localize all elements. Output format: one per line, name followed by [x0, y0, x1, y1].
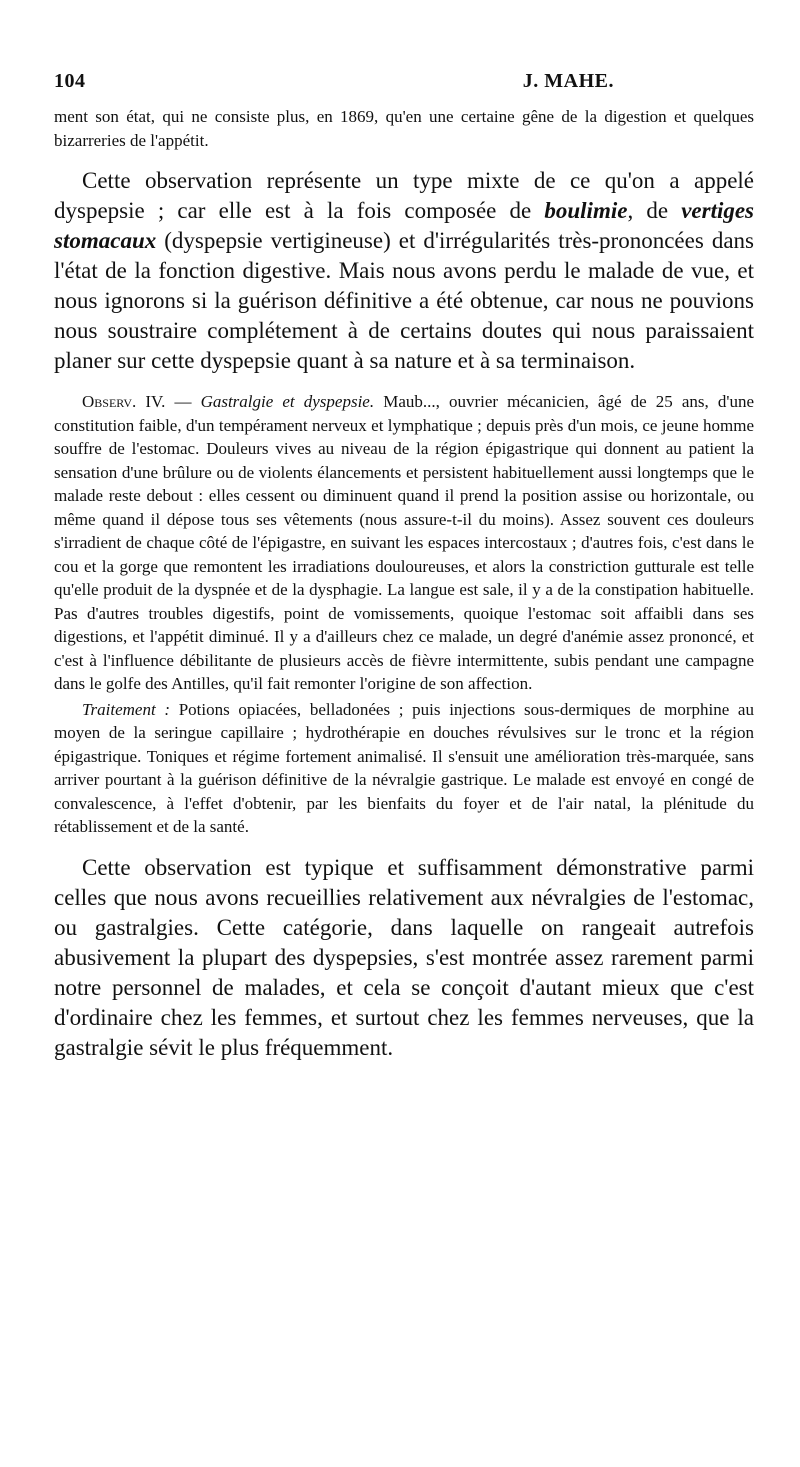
- observation-title: Gastralgie et dyspepsie.: [200, 392, 375, 411]
- treatment-label: Traitement :: [82, 699, 171, 719]
- observation-dash: —: [165, 392, 201, 411]
- treatment-paragraph: [54, 698, 754, 839]
- continuation-paragraph: [54, 105, 754, 152]
- observation-label: Observ. IV.: [82, 392, 166, 411]
- term-boulimie: boulimie: [544, 198, 628, 223]
- page-number: 104: [54, 70, 86, 92]
- intro-text-b: , de: [627, 198, 682, 223]
- page-header: [54, 70, 614, 93]
- observation-paragraph: [54, 390, 754, 696]
- closing-text: Cette observation est typique et suffisamment démonstrative parmi celles que nous avons recueillies relativement aux névralgies de l'estomac, ou gastralgies. Cette catégorie, dans laquelle on rangeait autrefois abusivement la plupart des dyspepsies, s'est montrée assez rarement parmi notre personnel de malades, et cela se conçoit d'autant mieux que c'est d'ordinaire chez les femmes, et surtout chez les femmes nerveuses, que la gastralgie sévit le plus fréquemment.: [54, 854, 754, 1060]
- closing-paragraph: [54, 853, 754, 1063]
- treatment-body: Potions opiacées, belladonées ; puis injections sous-dermiques de morphine au moyen de la seringue capillaire ; hydrothérapie en douches révulsives sur le tronc et la région épigastrique. Toniques et régime fortement animalisé. Il s'ensuit une amélioration très-marquée, sans arriver pourtant à la guérison définitive de la névralgie gastrique. Le malade est envoyé en congé de convalescence, à l'effet d'obtenir, par les bienfaits du foyer et de l'air natal, la plénitude du rétablissement et de la santé.: [54, 699, 754, 836]
- intro-text-c: (dyspepsie vertigineuse) et d'irrégularités très-prononcées dans l'état de la fonction digestive. Mais nous avons perdu le malade de vue, et nous ignorons si la guérison définitive a été obtenue, car nous ne pouvions nous soustraire complétement à de certains doutes qui nous paraissaient planer sur cette dyspepsie quant à sa nature et à sa terminaison.: [54, 228, 754, 373]
- running-title: J. MAHE.: [522, 70, 614, 92]
- intro-paragraph: [54, 166, 754, 376]
- term-vertiges-stomacaux: vertiges stomacaux: [54, 198, 755, 253]
- continuation-text: ment son état, qui ne consiste plus, en 1869, qu'en une certaine gêne de la digestion et quelques bizarreries de l'appétit.: [54, 107, 754, 150]
- book-page: [54, 70, 754, 1063]
- intro-text-a: Cette observation représente un type mixte de ce qu'on a appelé dyspepsie ; car elle est à la fois composée de: [54, 168, 754, 223]
- observation-body: Maub..., ouvrier mécanicien, âgé de 25 ans, d'une constitution faible, d'un tempérament nerveux et lymphatique ; depuis près d'un mois, ce jeune homme souffre de l'estomac. Douleurs vives au niveau de la région épigastrique qui donnent au patient la sensation d'une brûlure ou de violents élancements et persistent habituellement aussi longtemps que le malade reste debout : elles cessent ou diminuent quand il prend la position assise ou horizontale, ou même quand il dépose tous ses vêtements (nous assure-t-il du moins). Assez souvent ces douleurs s'irradient de chaque côté de l'épigastre, en suivant les espaces intercostaux ; d'autres fois, c'est dans le cou et la gorge que remontent les irradiations douloureuses, et alors la constriction gutturale est telle qu'elle produit de la dyspnée et de la dysphagie. La langue est sale, il y a de la constipation habituelle. Pas d'autres troubles digestifs, point de vomissements, quoique l'estomac soit affaibli dans ses digestions, et l'appétit diminué. Il y a d'ailleurs chez ce malade, un degré d'anémie assez prononcé, et c'est à l'influence débilitante de plusieurs accès de fièvre intermittente, subis pendant une campagne dans le golfe des Antilles, qu'il fait remonter l'origine de son affection.: [54, 392, 754, 693]
